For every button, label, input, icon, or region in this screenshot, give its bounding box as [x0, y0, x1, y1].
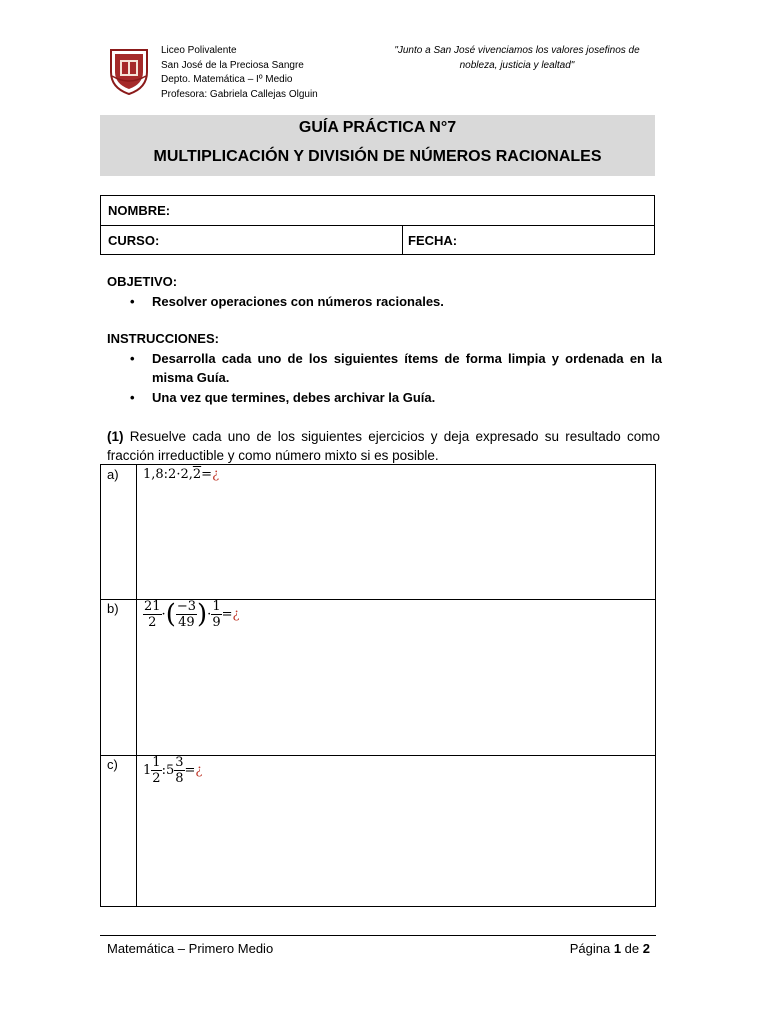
school-motto: [372, 44, 662, 73]
equals-sign: =: [201, 467, 213, 482]
date-label: FECHA:: [408, 233, 458, 248]
fraction: [174, 755, 184, 786]
question-mark: ¿: [212, 467, 220, 482]
title-band: [100, 115, 655, 176]
instruction-item-2: [130, 388, 662, 407]
page-total: 2: [642, 941, 650, 956]
question-mark: ¿: [195, 763, 203, 778]
department: Depto. Matemática – Iº Medio: [161, 74, 293, 85]
objective-item: [130, 292, 662, 311]
name-label: NOMBRE:: [108, 203, 171, 218]
instructions-title: INSTRUCCIONES:: [107, 331, 219, 346]
denominator: 9: [212, 615, 221, 630]
school-name: Liceo Polivalente: [161, 45, 237, 56]
label-column-divider: [136, 465, 137, 906]
school-subtitle: San José de la Preciosa Sangre: [161, 59, 304, 71]
fraction: [211, 599, 221, 630]
exercise-b-expression: $\frac{21}{2}$ ·( $\frac{-3}{49}$ )· $\frac{1}{9}$ =¿: [144, 599, 240, 630]
dot-operator: ·: [207, 607, 212, 622]
teacher: Profesora: Gabriela Callejas Olguin: [161, 88, 318, 100]
motto-line-2: nobleza, justicia y lealtad": [459, 59, 575, 71]
question-1: [107, 427, 660, 465]
dot-operator: ·: [161, 607, 166, 622]
fraction: [143, 599, 162, 630]
fraction: [176, 599, 197, 630]
objective-text: Resolver operaciones con números racionales.: [152, 294, 444, 309]
numerator: −3: [176, 599, 197, 614]
table-divider: [402, 225, 403, 255]
school-info: [161, 44, 318, 102]
objective-title: OBJETIVO:: [107, 274, 178, 289]
exercise-a-expr: 1,8:2·2,: [143, 467, 193, 482]
page-mid: de: [624, 941, 640, 956]
exercise-a-repeating-digit: 2: [192, 467, 202, 482]
denominator: 2: [152, 771, 161, 786]
exercise-b-label: b): [107, 601, 119, 616]
bullet-icon: •: [130, 390, 135, 405]
bullet-icon: •: [130, 294, 135, 309]
guide-title: GUÍA PRÁCTICA N°7: [298, 119, 457, 136]
exercise-c-expression: [143, 755, 202, 786]
whole-number: 5: [165, 763, 175, 778]
division-operator: :: [161, 763, 166, 778]
question-mark: ¿: [232, 607, 240, 622]
exercise-a-expression: [143, 467, 219, 482]
footer-subject: Matemática – Primero Medio: [107, 941, 274, 956]
fraction: [151, 755, 161, 786]
whole-number: 1: [143, 763, 152, 778]
bullet-icon: •: [130, 351, 135, 366]
denominator: 49: [178, 615, 195, 630]
numerator: 1: [212, 599, 221, 614]
instruction-text-2: Una vez que termines, debes archivar la Guía.: [152, 390, 436, 405]
denominator: 8: [175, 771, 184, 786]
instruction-item-1: [130, 349, 662, 387]
motto-line-1: "Junto a San José vivenciamos los valores josefinos de: [394, 45, 640, 56]
school-crest-icon: [108, 46, 150, 96]
question-number: (1): [107, 429, 124, 444]
equals-sign: =: [221, 607, 233, 622]
equals-sign: =: [184, 763, 196, 778]
instruction-text-1: Desarrolla cada uno de los siguientes ítems de forma limpia y ordenada en la misma Guía.: [152, 351, 662, 385]
exercise-a-label: a): [107, 467, 119, 482]
exercise-table: [100, 464, 656, 907]
numerator: 1: [152, 755, 161, 770]
page-number: [520, 941, 650, 956]
numerator: 3: [175, 755, 184, 770]
question-text: Resuelve cada uno de los siguientes ejercicios y deja expresado su resultado como fracción irreductible y como número mixto si es posible.: [107, 429, 660, 463]
numerator: 21: [144, 599, 161, 614]
student-info-table: [100, 195, 655, 255]
page-prefix: Página: [569, 941, 611, 956]
guide-subtitle: MULTIPLICACIÓN Y DIVISIÓN DE NÚMEROS RACIONALES: [153, 148, 602, 165]
page-current: 1: [613, 941, 622, 956]
exercise-c-label: c): [107, 757, 118, 772]
name-row: [101, 196, 654, 226]
footer-divider: [100, 935, 656, 936]
denominator: 2: [148, 615, 157, 630]
course-label: CURSO:: [108, 233, 160, 248]
